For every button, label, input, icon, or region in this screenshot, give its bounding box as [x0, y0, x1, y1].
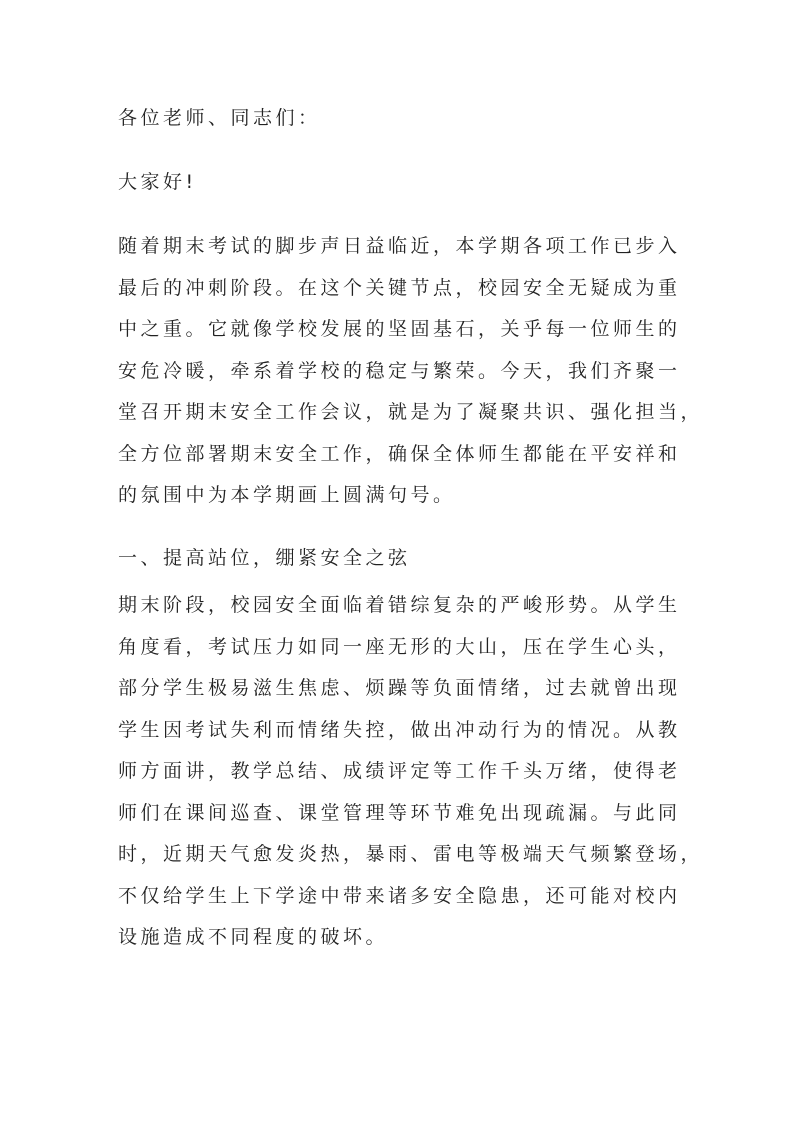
paragraph-line: 的氛围中为本学期画上圆满句号。: [118, 484, 456, 506]
paragraph-line: 师方面讲，教学总结、成绩评定等工作千头万绪，使得老: [118, 760, 681, 782]
salutation: 各位老师、同志们：: [118, 107, 321, 129]
paragraph-line: 堂召开期末安全工作会议，就是为了凝聚共识、强化担当，: [118, 401, 704, 423]
paragraph-line: 设施造成不同程度的破坏。: [118, 926, 389, 948]
paragraph-line: 不仅给学生上下学途中带来诸多安全隐患，还可能对校内: [118, 884, 681, 907]
paragraph-line: 角度看，考试压力如同一座无形的大山，压在学生心头，: [118, 635, 681, 658]
paragraph-line: 随着期末考试的脚步声日益临近，本学期各项工作已步入: [118, 235, 681, 257]
paragraph-line: 全方位部署期末安全工作，确保全体师生都能在平安祥和: [118, 442, 681, 465]
paragraph-line: 部分学生极易滋生焦虑、烦躁等负面情绪，过去就曾出现: [118, 677, 681, 699]
paragraph-line: 时，近期天气愈发炎热，暴雨、雷电等极端天气频繁登场，: [118, 843, 704, 865]
greeting: 大家好!: [118, 171, 197, 193]
section-heading: 一、提高站位，绷紧安全之弦: [118, 547, 411, 569]
paragraph-line: 中之重。它就像学校发展的坚固基石，关乎每一位师生的: [118, 318, 681, 340]
section-paragraph: [118, 585, 718, 959]
paragraph-line: 最后的冲刺阶段。在这个关键节点，校园安全无疑成为重: [118, 276, 681, 299]
paragraph-line: 安危冷暖，牵系着学校的稳定与繁荣。今天，我们齐聚一: [118, 359, 681, 382]
intro-paragraph: [118, 226, 718, 517]
paragraph-line: 师们在课间巡查、课堂管理等环节难免出现疏漏。与此同: [118, 801, 681, 824]
paragraph-line: 学生因考试失利而情绪失控，做出冲动行为的情况。从教: [118, 718, 681, 741]
paragraph-line: 期末阶段，校园安全面临着错综复杂的严峻形势。从学生: [118, 594, 681, 616]
